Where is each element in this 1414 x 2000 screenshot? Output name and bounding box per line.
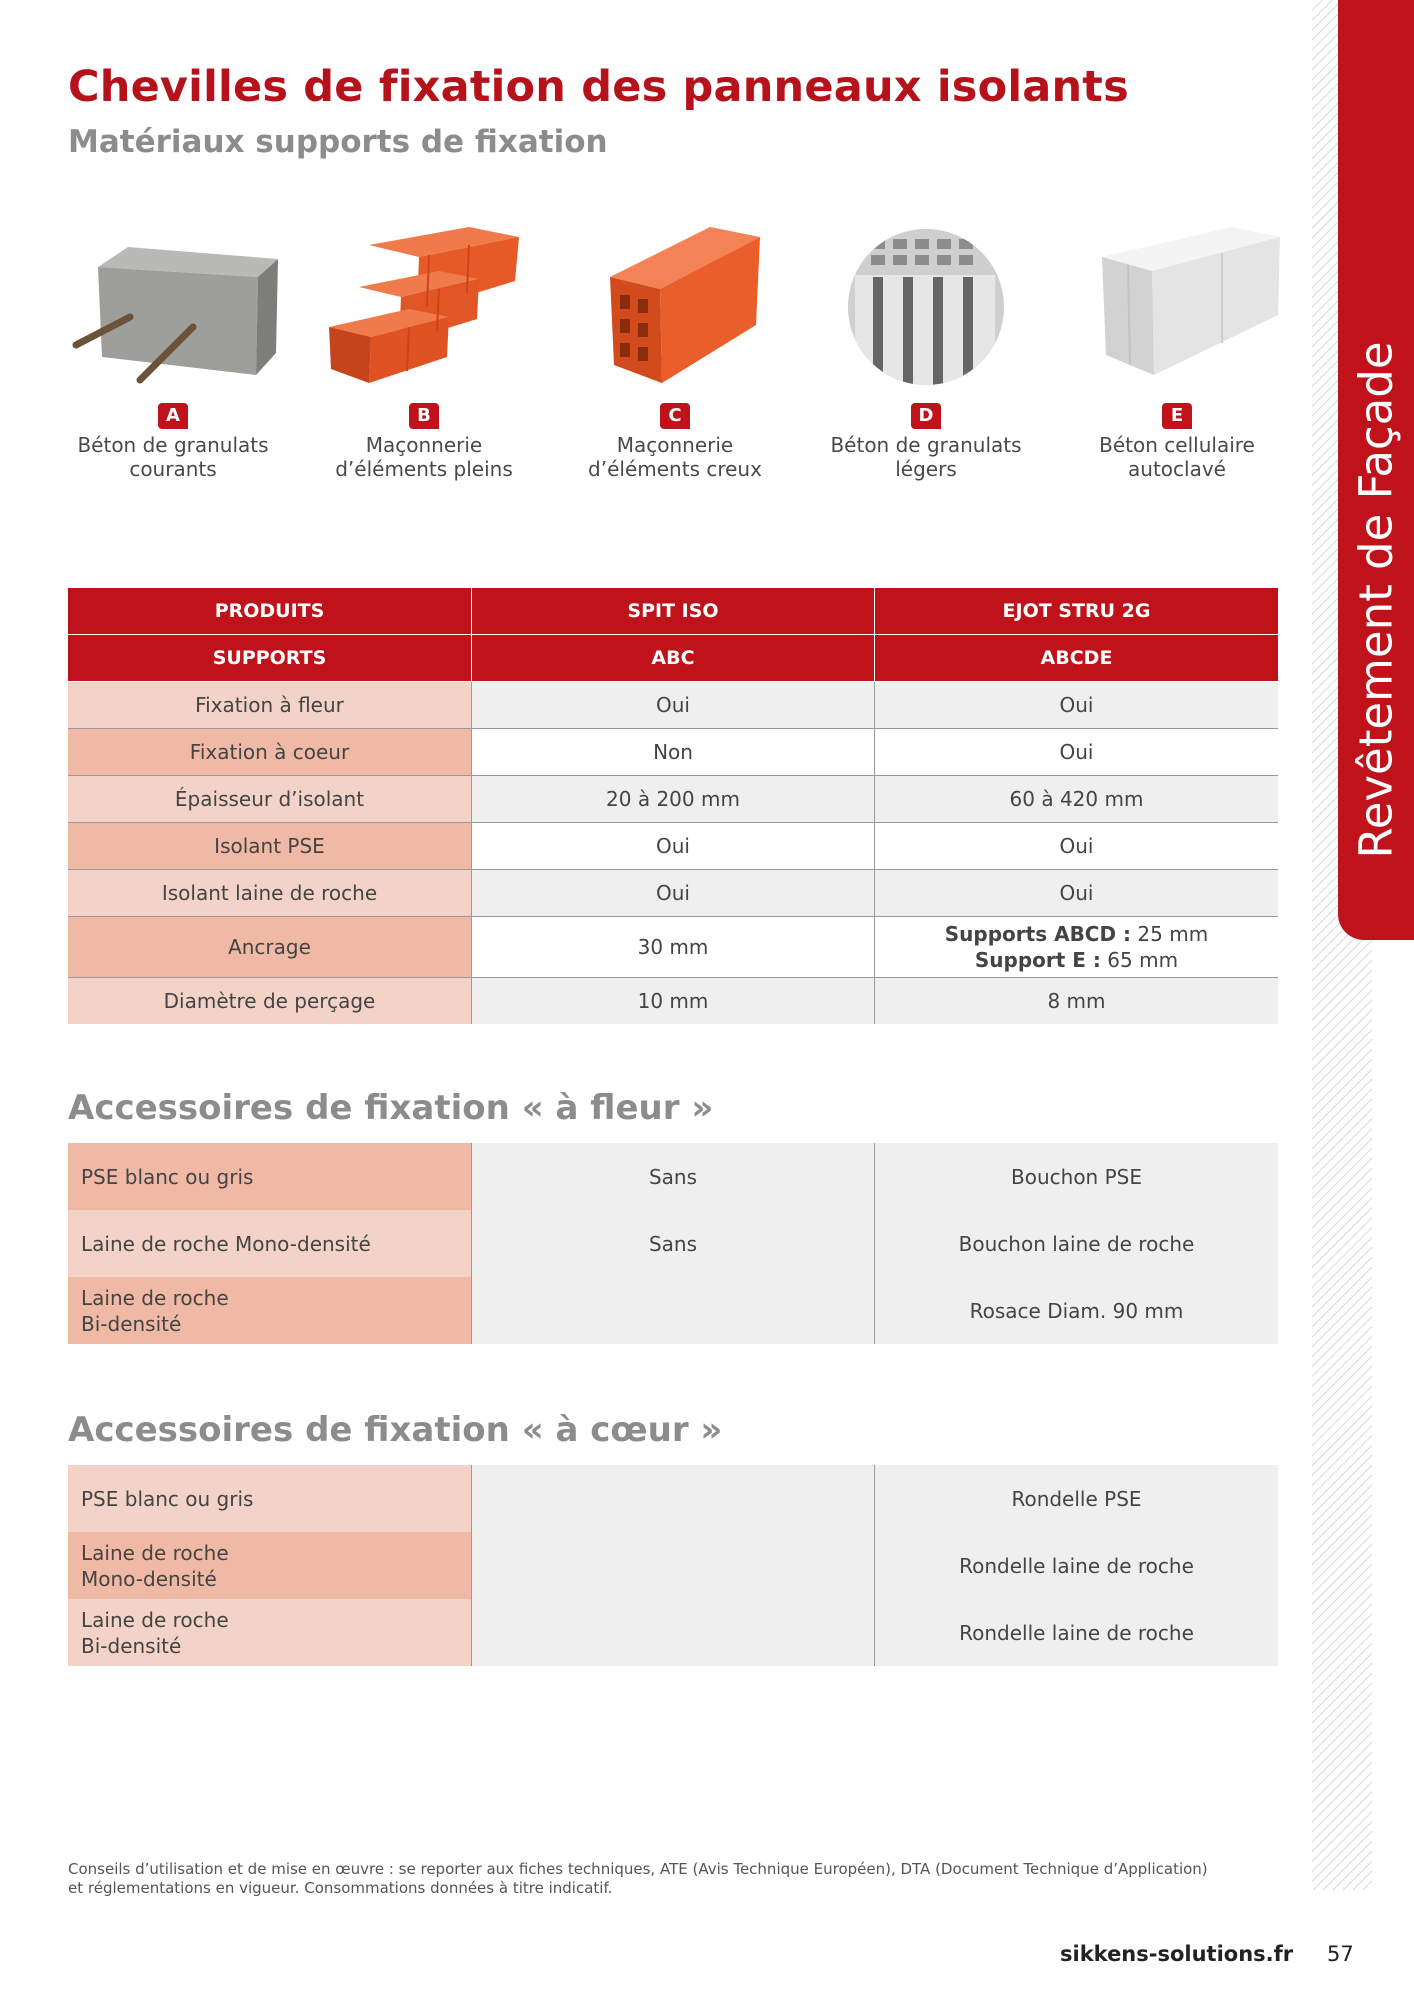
materials-row (68, 215, 1278, 485)
table-cell: Oui (471, 682, 874, 728)
solid-brick-wall-icon (319, 215, 529, 395)
header-cell: ABCDE (874, 635, 1278, 681)
table-row (68, 823, 1278, 870)
material-b (319, 215, 529, 485)
table-cell: 20 à 200 mm (471, 776, 874, 822)
row-label: PSE blanc ou gris (68, 1465, 471, 1532)
material-label: Maçonnerie d’éléments pleins (335, 433, 513, 481)
page-subtitle: Matériaux supports de fixation (68, 124, 608, 160)
table-cell: Rosace Diam. 90 mm (874, 1277, 1278, 1344)
table-cell (471, 1465, 874, 1532)
material-letter-badge: D (911, 403, 941, 429)
table-cell (471, 1277, 874, 1344)
table-cell: Rondelle PSE (874, 1465, 1278, 1532)
row-label: Diamètre de perçage (68, 978, 471, 1024)
table-row (68, 978, 1278, 1024)
material-label: Béton de granulats courants (77, 433, 269, 481)
accessories-core-table (68, 1465, 1278, 1666)
table-cell: Sans (471, 1210, 874, 1277)
table-cell: 10 mm (471, 978, 874, 1024)
row-label: Laine de roche Bi-densité (68, 1599, 471, 1666)
material-letter-badge: B (409, 403, 439, 429)
table-cell: Oui (471, 870, 874, 916)
table-cell: Bouchon PSE (874, 1143, 1278, 1210)
table-row (68, 1599, 1278, 1666)
table-row-ancrage (68, 917, 1278, 978)
table-header-products (68, 588, 1278, 635)
lightweight-block-icon (821, 215, 1031, 395)
table-row (68, 1532, 1278, 1599)
header-cell: SPIT ISO (471, 588, 874, 634)
table-row (68, 776, 1278, 823)
material-label: Maçonnerie d’éléments creux (588, 433, 762, 481)
material-d (821, 215, 1031, 485)
header-cell: ABC (471, 635, 874, 681)
material-c (570, 215, 780, 485)
material-letter-badge: C (660, 403, 690, 429)
table-cell: Oui (874, 729, 1278, 775)
table-cell: 60 à 420 mm (874, 776, 1278, 822)
table-cell (471, 1599, 874, 1666)
row-label: PSE blanc ou gris (68, 1143, 471, 1210)
accessories-flush-table (68, 1143, 1278, 1344)
website-link[interactable]: sikkens-solutions.fr (1060, 1942, 1294, 1966)
table-cell: Non (471, 729, 874, 775)
material-e (1072, 215, 1282, 485)
material-letter-badge: E (1162, 403, 1192, 429)
header-cell: EJOT STRU 2G (874, 588, 1278, 634)
table-cell: Bouchon laine de roche (874, 1210, 1278, 1277)
row-label: Isolant PSE (68, 823, 471, 869)
row-label: Laine de roche Bi-densité (68, 1277, 471, 1344)
table-cell: Rondelle laine de roche (874, 1532, 1278, 1599)
page-number: 57 (1327, 1942, 1354, 1966)
table-cell: Rondelle laine de roche (874, 1599, 1278, 1666)
table-row (68, 1210, 1278, 1277)
table-row (68, 1277, 1278, 1344)
row-label: Épaisseur d’isolant (68, 776, 471, 822)
table-cell: Sans (471, 1143, 874, 1210)
section-title-core: Accessoires de fixation « à cœur » (68, 1410, 723, 1450)
concrete-block-icon (68, 215, 278, 395)
table-row (68, 682, 1278, 729)
table-cell: Oui (874, 870, 1278, 916)
table-cell (471, 1532, 874, 1599)
row-label: Ancrage (68, 917, 471, 977)
footnote: Conseils d’utilisation et de mise en œuvre : se reporter aux fiches techniques, ATE (Avis Technique Européen), DTA (Document Technique d’Application) et réglementations en vigueur. Consommations données à titre indicatif. (68, 1860, 1208, 1897)
side-tab-label: Revêtement de Façade (1349, 341, 1403, 859)
material-letter-badge: A (158, 403, 188, 429)
row-label: Fixation à coeur (68, 729, 471, 775)
table-cell-ancrage: Supports ABCD : 25 mm Support E : 65 mm (874, 917, 1278, 977)
material-a (68, 215, 278, 485)
table-header-supports (68, 635, 1278, 682)
table-row (68, 1143, 1278, 1210)
table-cell: Oui (471, 823, 874, 869)
header-cell: PRODUITS (68, 588, 471, 634)
table-row (68, 870, 1278, 917)
table-row (68, 1465, 1278, 1532)
header-cell: SUPPORTS (68, 635, 471, 681)
spec-table (68, 588, 1278, 1024)
material-label: Béton cellulaire autoclavé (1099, 433, 1255, 481)
table-cell: Oui (874, 682, 1278, 728)
material-label: Béton de granulats légers (830, 433, 1022, 481)
row-label: Laine de roche Mono-densité (68, 1210, 471, 1277)
row-label: Isolant laine de roche (68, 870, 471, 916)
hollow-brick-icon (570, 215, 780, 395)
table-cell: Oui (874, 823, 1278, 869)
section-title-flush: Accessoires de fixation « à fleur » (68, 1088, 714, 1128)
table-cell: 30 mm (471, 917, 874, 977)
aerated-concrete-icon (1072, 215, 1282, 395)
row-label: Laine de roche Mono-densité (68, 1532, 471, 1599)
page-title: Chevilles de fixation des panneaux isolants (68, 62, 1129, 112)
table-row (68, 729, 1278, 776)
table-cell: 8 mm (874, 978, 1278, 1024)
row-label: Fixation à fleur (68, 682, 471, 728)
